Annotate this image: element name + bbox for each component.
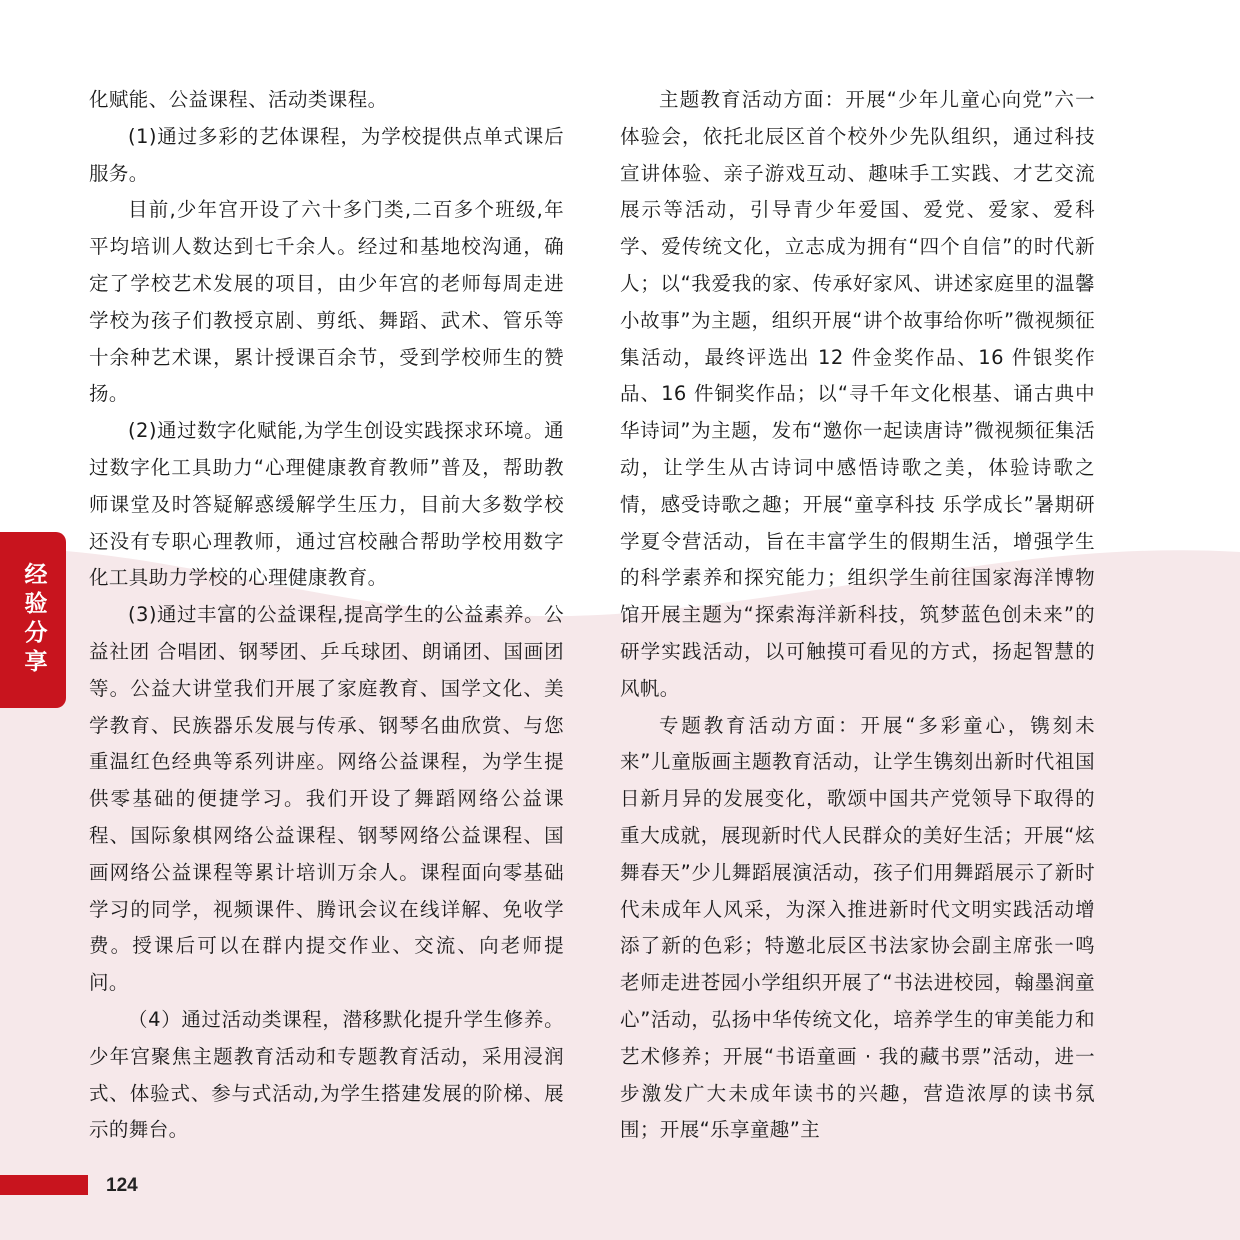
page-number: 124 — [106, 1175, 138, 1196]
paragraph: (2)通过数字化赋能,为学生创设实践探求环境。通过数字化工具助力“心理健康教育教师”普及，帮助教师课堂及时答疑解惑缓解学生压力，目前大多数学校还没有专职心理教师，通过宫校融合帮助学校用数字化工具助力学校的心理健康教育。 — [89, 419, 564, 590]
left-column — [89, 82, 564, 1149]
paragraph: (3)通过丰富的公益课程,提高学生的公益素养。公益社团 合唱团、钢琴团、乒乓球团、朗诵团、国画团等。公益大讲堂我们开展了家庭教育、国学文化、美学教育、民族器乐发展与传承、钢琴名曲欣赏、与您重温红色经典等系列讲座。网络公益课程，为学生提供零基础的便捷学习。我们开设了舞蹈网络公益课程、国际象棋网络公益课程、钢琴网络公益课程、国画网络公益课程等累计培训万余人。课程面向零基础学习的同学，视频课件、腾讯会议在线详解、免收学费。授课后可以在群内提交作业、交流、向老师提问。 — [89, 603, 564, 995]
paragraph: 目前,少年宫开设了六十多门类,二百多个班级,年平均培训人数达到七千余人。经过和基地校沟通，确定了学校艺术发展的项目，由少年宫的老师每周走进学校为孩子们教授京剧、剪纸、舞蹈、武术、管乐等十余种艺术课，累计授课百余节，受到学校师生的赞扬。 — [89, 198, 564, 406]
right-column — [620, 82, 1095, 1149]
paragraph: 主题教育活动方面：开展“少年儿童心向党”六一体验会，依托北辰区首个校外少先队组织，通过科技宣讲体验、亲子游戏互动、趣味手工实践、才艺交流展示等活动，引导青少年爱国、爱党、爱家、爱科学、爱传统文化，立志成为拥有“四个自信”的时代新人；以“我爱我的家、传承好家风、讲述家庭里的温馨小故事”为主题，组织开展“讲个故事给你听”微视频征集活动，最终评选出 12 件金奖作品、16 件银奖作品、16 件铜奖作品；以“寻千年文化根基、诵古典中华诗词”为主题，发布“邀你一起读唐诗”微视频征集活动，让学生从古诗词中感悟诗歌之美，体验诗歌之情，感受诗歌之趣；开展“童享科技 乐学成长”暑期研学夏令营活动，旨在丰富学生的假期生活，增强学生的科学素养和探究能力；组织学生前往国家海洋博物馆开展主题为“探索海洋新科技，筑梦蓝色创未来”的研学实践活动，以可触摸可看见的方式，扬起智慧的风帆。 — [620, 88, 1095, 700]
paragraph: （4）通过活动类课程，潜移默化提升学生修养。少年宫聚焦主题教育活动和专题教育活动，采用浸润式、体验式、参与式活动,为学生搭建发展的阶梯、展示的舞台。 — [89, 1007, 564, 1142]
paragraph: 专题教育活动方面：开展“多彩童心，镌刻未来”儿童版画主题教育活动，让学生镌刻出新时代祖国日新月异的发展变化，歌颂中国共产党领导下取得的重大成就，展现新时代人民群众的美好生活；开展“炫舞春天”少儿舞蹈展演活动，孩子们用舞蹈展示了新时代未成年人风采，为深入推进新时代文明实践活动增添了新的色彩；特邀北辰区书法家协会副主席张一鸣老师走进苍园小学组织开展了“书法进校园，翰墨润童心”活动，弘扬中华传统文化，培养学生的审美能力和艺术修养；开展“书语童画 · 我的藏书票”活动，进一步激发广大未成年读书的兴趣，营造浓厚的读书氛围；开展“乐享童趣”主 — [620, 713, 1095, 1142]
section-tab-label: 经验分享 — [20, 562, 47, 678]
footer-accent-bar — [0, 1175, 88, 1195]
paragraph: (1)通过多彩的艺体课程，为学校提供点单式课后服务。 — [89, 124, 564, 185]
paragraph: 化赋能、公益课程、活动类课程。 — [89, 88, 388, 111]
section-tab — [0, 532, 66, 708]
